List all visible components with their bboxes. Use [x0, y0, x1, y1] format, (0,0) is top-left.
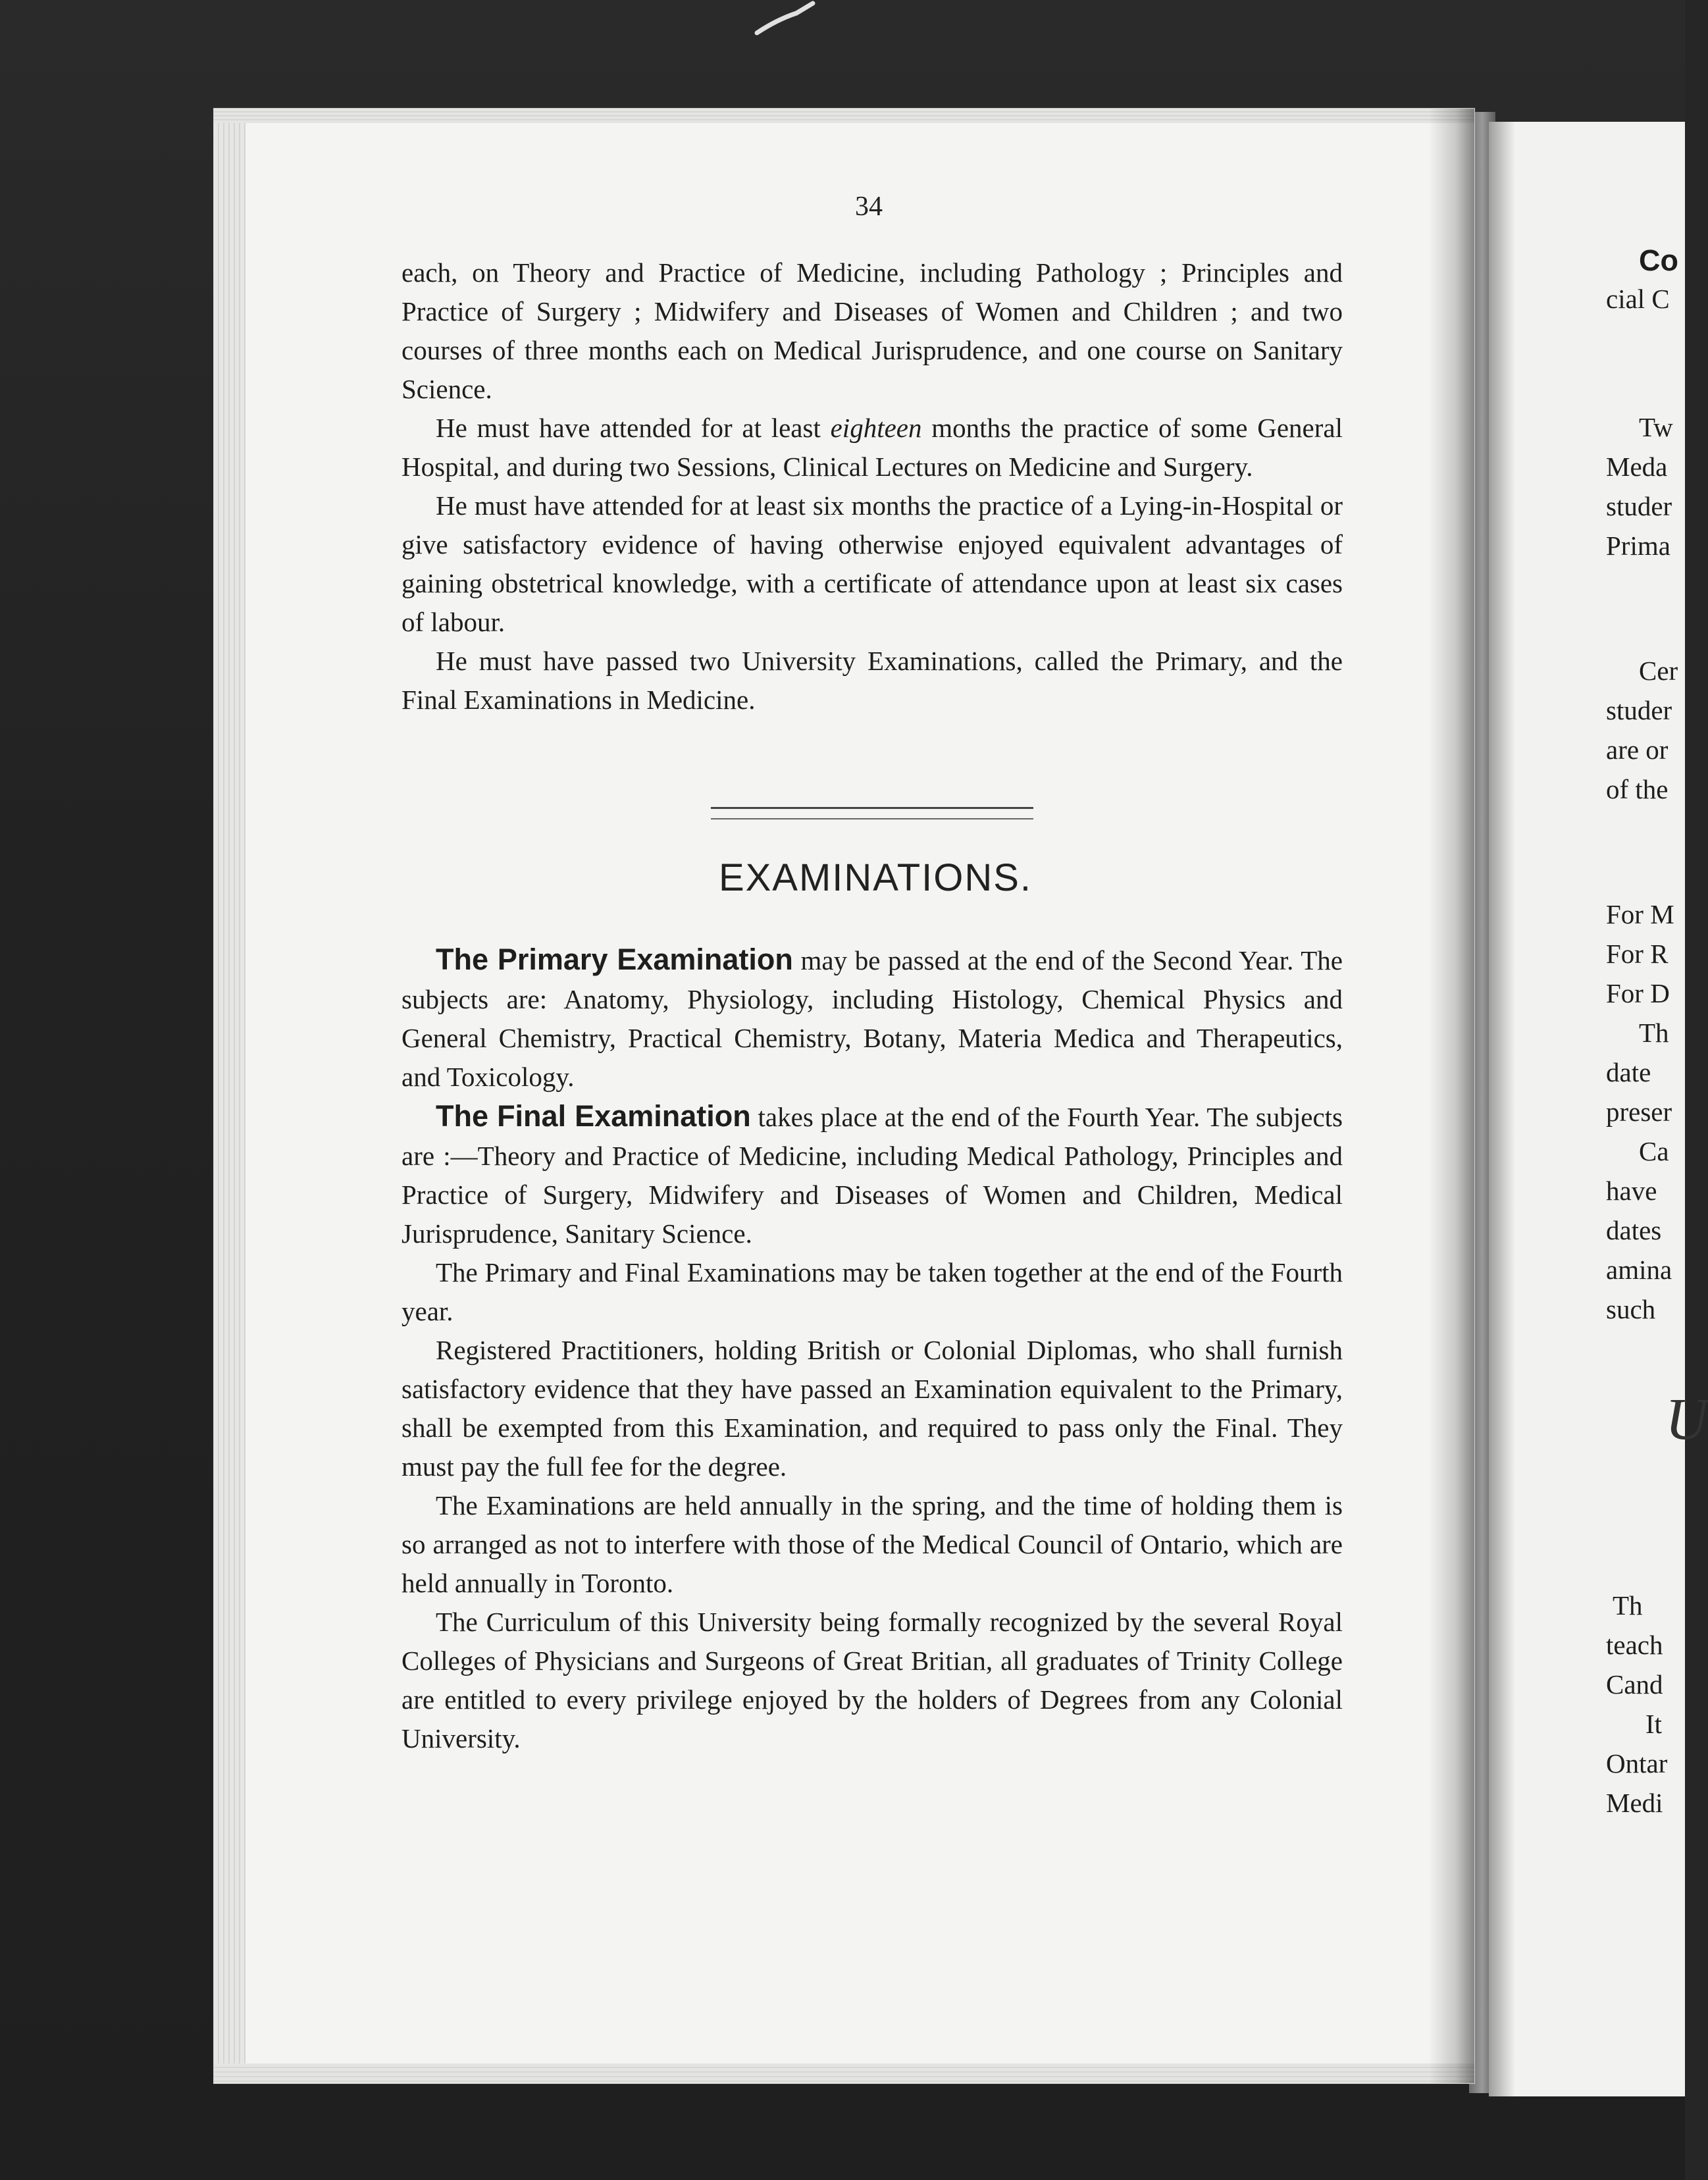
page-number: 34	[855, 192, 883, 222]
primary-exam-heading: The Primary Examination	[436, 943, 793, 976]
right-fragment: Cand	[1606, 1669, 1663, 1700]
right-fragment: such	[1606, 1294, 1656, 1324]
right-fragment: Th	[1639, 1018, 1669, 1048]
paragraph-registered-practitioners	[401, 1331, 1343, 1486]
paragraph-university-exams-text: He must have passed two University Examinations, called the Primary, and the Final Examinations in Medicine.	[401, 646, 1343, 715]
paragraph-schedule	[401, 1486, 1343, 1603]
right-fragment: date	[1606, 1057, 1651, 1087]
right-fragment: Medi	[1606, 1788, 1663, 1818]
right-fragment: Ca	[1639, 1136, 1669, 1166]
right-fragment: of the	[1606, 774, 1669, 804]
right-fragment-large-letter: U	[1665, 1387, 1708, 1452]
hospital-text-emphasis: eighteen	[830, 413, 922, 443]
hospital-text-pre: He must have attended for at least	[436, 413, 831, 443]
paragraph-together-text: The Primary and Final Examinations may be taken together at the end of the Fourth year.	[401, 1257, 1343, 1326]
right-fragment: Cer	[1639, 656, 1678, 686]
right-fragment: Tw	[1639, 412, 1673, 442]
right-fragment: are or	[1606, 735, 1669, 765]
page-top-edge	[214, 109, 1474, 123]
final-exam-heading: The Final Examination	[436, 1099, 751, 1133]
paragraph-courses-text: each, on Theory and Practice of Medicine, including Pathology ; Principles and Practice of Surgery ; Midwifery and Diseases of Women and Children ; and two courses of three months each on Medical Jurisprudence, and one course on Sanitary Science.	[401, 257, 1343, 404]
final-exam-text: takes place at the end of the Fourth Year. The subjects are :—Theory and Practice of Medicine, including Medical Pathology, Principles and Practice of Surgery, Midwifery and Diseases of Women and Children, Medical Jurisprudence, Sanitary Science.	[401, 1102, 1343, 1249]
paragraph-registered-practitioners-text: Registered Practitioners, holding British or Colonial Diplomas, who shall furnish satisfactory evidence that they have passed an Examination equivalent to the Primary, shall be exempted from this Examination, and required to pass only the Final. They must pay the full fee for the degree.	[401, 1335, 1343, 1482]
paragraph-university-exams	[401, 642, 1343, 719]
paragraph-together	[401, 1253, 1343, 1331]
section-divider	[711, 807, 1033, 819]
right-fragment: studer	[1606, 491, 1672, 521]
right-fragment: For R	[1606, 939, 1669, 969]
page-stack-edge	[214, 109, 246, 2083]
paragraph-courses	[401, 253, 1343, 409]
paragraph-lying-in-text: He must have attended for at least six months the practice of a Lying-in-Hospital or give satisfactory evidence of having otherwise enjoyed equivalent advantages of gaining obstetrical knowledge, with a certificate of attendance upon at least six cases of labour.	[401, 490, 1343, 637]
paragraph-schedule-text: The Examinations are held annually in the spring, and the time of holding them is so arranged as not to interfere with those of the Medical Council of Ontario, which are held annually in Toronto.	[401, 1490, 1343, 1598]
examinations-text	[401, 940, 1343, 1758]
primary-exam-text: may be passed at the end of the Second Year. The subjects are: Anatomy, Physiology, including Histology, Chemical Physics and General Chemistry, Practical Chemistry, Botany, Materia Medica and Therapeutics, and Toxicology.	[401, 945, 1343, 1092]
page-bottom-edge	[214, 2063, 1474, 2083]
right-fragment: It	[1645, 1709, 1663, 1739]
top-edge-mark	[750, 0, 823, 39]
right-gutter-shadow	[1489, 122, 1515, 2096]
requirements-text	[401, 253, 1343, 719]
right-fragment: studer	[1606, 695, 1672, 725]
right-fragment: have	[1606, 1176, 1657, 1206]
paragraph-final-exam	[401, 1097, 1343, 1253]
paragraph-lying-in	[401, 486, 1343, 642]
section-title: EXAMINATIONS.	[718, 856, 1033, 899]
right-fragment: preser	[1606, 1097, 1672, 1127]
right-fragment: Prima	[1606, 531, 1670, 561]
right-fragment: dates	[1606, 1215, 1662, 1245]
right-fragment: Ontar	[1606, 1748, 1668, 1778]
right-fragment: Meda	[1606, 452, 1668, 482]
paragraph-hospital	[401, 409, 1343, 486]
right-fragment: Th	[1613, 1590, 1643, 1621]
right-fragment: amina	[1606, 1255, 1672, 1285]
right-fragment: Co	[1639, 244, 1678, 277]
right-fragment: For D	[1606, 978, 1670, 1008]
paragraph-curriculum-text: The Curriculum of this University being formally recognized by the several Royal Colleges of Physicians and Surgeons of Great Britian, all graduates of Trinity College are entitled to every privilege enjoyed by the holders of Degrees from any Colonial University.	[401, 1607, 1343, 1753]
right-fragment: teach	[1606, 1630, 1663, 1660]
paragraph-curriculum	[401, 1603, 1343, 1758]
left-gutter-shadow	[1428, 109, 1474, 2083]
paragraph-primary-exam	[401, 940, 1343, 1097]
right-fragment: For M	[1606, 899, 1674, 929]
hospital-text-post: months the practice of some General Hospital, and during two Sessions, Clinical Lectures on Medicine and Surgery.	[401, 413, 1343, 482]
right-fragment: cial C	[1606, 284, 1670, 314]
